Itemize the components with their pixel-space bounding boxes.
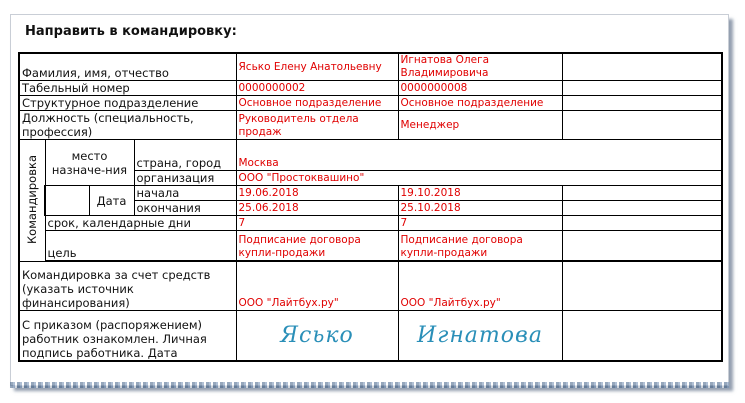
fund-value-1: ООО "Лайтбух.ру" <box>236 262 398 311</box>
dept-value-2: Основное подразделение <box>398 96 562 111</box>
days-value-3 <box>562 216 722 231</box>
signature-1 <box>236 311 398 361</box>
pos-value-2: Менеджер <box>398 111 562 140</box>
pos-value-3 <box>562 111 722 140</box>
label-goal: цель <box>45 231 236 261</box>
label-start: начала <box>134 186 236 201</box>
end-value-1: 25.06.2018 <box>236 201 398 216</box>
days-value-1: 7 <box>236 216 398 231</box>
form-table <box>18 52 723 362</box>
org-value: ООО "Простоквашино" <box>236 171 722 186</box>
dept-value-1: Основное подразделение <box>236 96 398 111</box>
fio-value-1: Ясько Елену Анатольевну <box>236 53 398 81</box>
label-date: Дата <box>89 186 134 216</box>
trip-group-label: Командировка <box>19 140 45 262</box>
goal-value-1: Подписание договора купли-продажи <box>236 231 398 261</box>
date-spacer <box>45 186 89 216</box>
end-value-3 <box>562 201 722 216</box>
start-value-1: 19.06.2018 <box>236 186 398 201</box>
days-value-2: 7 <box>398 216 562 231</box>
fio-value-2: Игнатова Олега Владимировича <box>398 53 562 81</box>
dept-value-3 <box>562 96 722 111</box>
end-value-2: 25.10.2018 <box>398 201 562 216</box>
fund-value-3 <box>562 262 722 311</box>
signature-2 <box>398 311 562 361</box>
pos-value-1: Руководитель отдела продаж <box>236 111 398 140</box>
signature-1-text: Ясько <box>280 322 354 348</box>
fio-value-3 <box>562 53 722 81</box>
label-days: срок, календарные дни <box>45 216 236 231</box>
goal-value-2: Подписание договора купли-продажи <box>398 231 562 261</box>
start-value-2: 19.10.2018 <box>398 186 562 201</box>
signature-3 <box>562 311 722 361</box>
label-sign: С приказом (распоряжением) работник ознакомлен. Личная подпись работника. Дата <box>19 311 236 361</box>
label-fund: Командировка за счет средств (указать источник финансирования) <box>19 262 236 311</box>
fund-value-2: ООО "Лайтбух.ру" <box>398 262 562 311</box>
label-end: окончания <box>134 201 236 216</box>
label-tab: Табельный номер <box>19 81 236 96</box>
label-dept: Структурное подразделение <box>19 96 236 111</box>
tab-value-1: 0000000002 <box>236 81 398 96</box>
torn-edge <box>10 382 729 388</box>
signature-2-text: Игнатова <box>417 322 543 348</box>
page-title: Направить в командировку: <box>25 24 237 39</box>
label-org: организация <box>134 171 236 186</box>
label-fio: Фамилия, имя, отчество <box>19 53 236 81</box>
label-country: страна, город <box>134 140 236 171</box>
label-place: место назначе-ния <box>45 140 134 186</box>
tab-value-2: 0000000008 <box>398 81 562 96</box>
goal-value-3 <box>562 231 722 261</box>
start-value-3 <box>562 186 722 201</box>
city-value: Москва <box>236 140 722 171</box>
tab-value-3 <box>562 81 722 96</box>
label-pos: Должность (специальность, профессия) <box>19 111 236 140</box>
